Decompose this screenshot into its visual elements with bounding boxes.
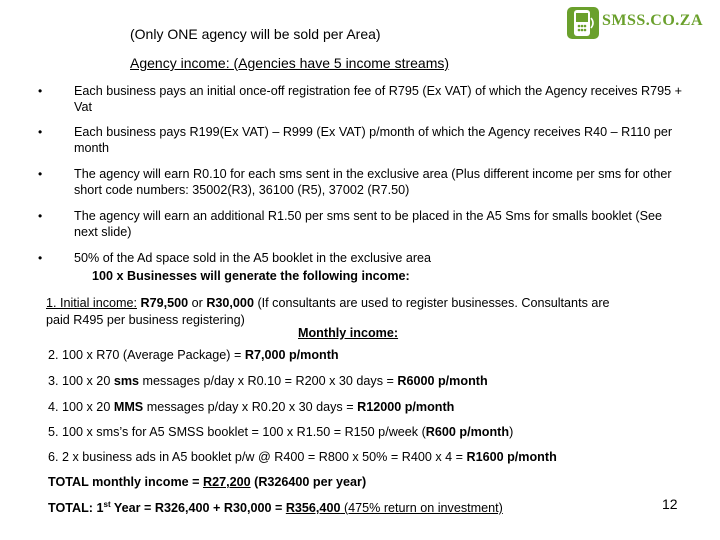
total-first-year-label: Year = [110,501,155,516]
item-amount: R12000 p/month [357,400,455,414]
total-yearly-note: (R326400 per year) [250,475,367,489]
item-text: 5. 100 x sms’s for A5 SMSS booklet = 100 x R1.50 = R150 p/week ( [48,425,426,439]
initial-income-amount-1: R79,500 [140,296,189,310]
item-keyword: sms [113,374,140,388]
bullet-dot: • [38,84,43,98]
initial-income-or: or [188,296,207,310]
initial-income-note: (If consultants are used to register businesses. Consultants are [253,296,610,310]
income-item [48,400,454,414]
total-first-year-amount: R356,400 [285,501,341,516]
total-monthly-label: TOTAL monthly income = [48,475,203,489]
header-line-2: Agency income: (Agencies have 5 income streams) [130,55,450,71]
income-item [48,425,513,439]
ordinal-suffix: st [103,500,111,509]
initial-income-line [46,296,610,310]
header-line-1: (Only ONE agency will be sold per Area) [130,26,381,42]
bullet-text: 50% of the Ad space sold in the A5 booklet in the exclusive area [74,251,432,265]
bullet-text: The agency will earn an additional R1.50 per sms sent to be placed in the A5 Sms for smalls booklet (See next slide) [74,209,663,239]
bullet-dot: • [38,167,43,181]
initial-income-amount-2: R30,000 [206,296,254,310]
total-monthly-amount: R27,200 [203,475,251,489]
phone-icon [566,6,600,40]
item-text: messages p/day x R0.20 x 30 days = [143,400,358,414]
bullet-dot: • [38,125,43,139]
item-text: messages p/day x R0.10 = R200 x 30 days = [139,374,398,388]
roi-note: (475% return on investment) [340,501,503,516]
total-first-year-label: TOTAL: 1 [48,501,104,516]
monthly-income-heading: Monthly income: [298,326,399,340]
income-item [48,450,557,464]
bullet-text: The agency will earn R0.10 for each sms sent in the exclusive area (Plus different income per sms for other short code numbers: 35002(R3), 36100 (R5), 37002 (R7.50) [74,167,672,197]
total-monthly-line [48,475,366,489]
item-amount: R6000 p/month [397,374,488,388]
total-first-year-calc: R326,400 + R30,000 = [154,501,286,516]
total-first-year-line [48,500,503,515]
bullet-dot: • [38,209,43,223]
page-number: 12 [662,496,678,512]
bullet-dot: • [38,251,43,265]
item-amount: R600 p/month [425,425,510,439]
logo-text: SMSS.CO.ZA [602,12,704,29]
businesses-heading: 100 x Businesses will generate the following income: [92,269,410,283]
smss-logo [566,6,712,40]
item-text: 3. 100 x 20 [48,374,114,388]
item-text: 4. 100 x 20 [48,400,114,414]
item-amount: R7,000 p/month [244,348,339,362]
income-item [48,374,488,388]
item-amount: R1600 p/month [466,450,557,464]
item-text: ) [509,425,514,439]
item-keyword: MMS [113,400,144,414]
item-text: 2. 100 x R70 (Average Package) = [48,348,245,362]
initial-income-label: 1. Initial income: [46,296,137,310]
income-item [48,348,339,362]
item-text: 6. 2 x business ads in A5 booklet p/w @ R400 = R800 x 50% = R400 x 4 = [48,450,467,464]
bullet-text: Each business pays R199(Ex VAT) – R999 (Ex VAT) p/month of which the Agency receives R40 – R110 per month [74,125,673,155]
initial-income-line-2: paid R495 per business registering) [46,313,245,327]
bullet-text: Each business pays an initial once-off registration fee of R795 (Ex VAT) of which the Agency receives R795 + Vat [74,84,682,114]
